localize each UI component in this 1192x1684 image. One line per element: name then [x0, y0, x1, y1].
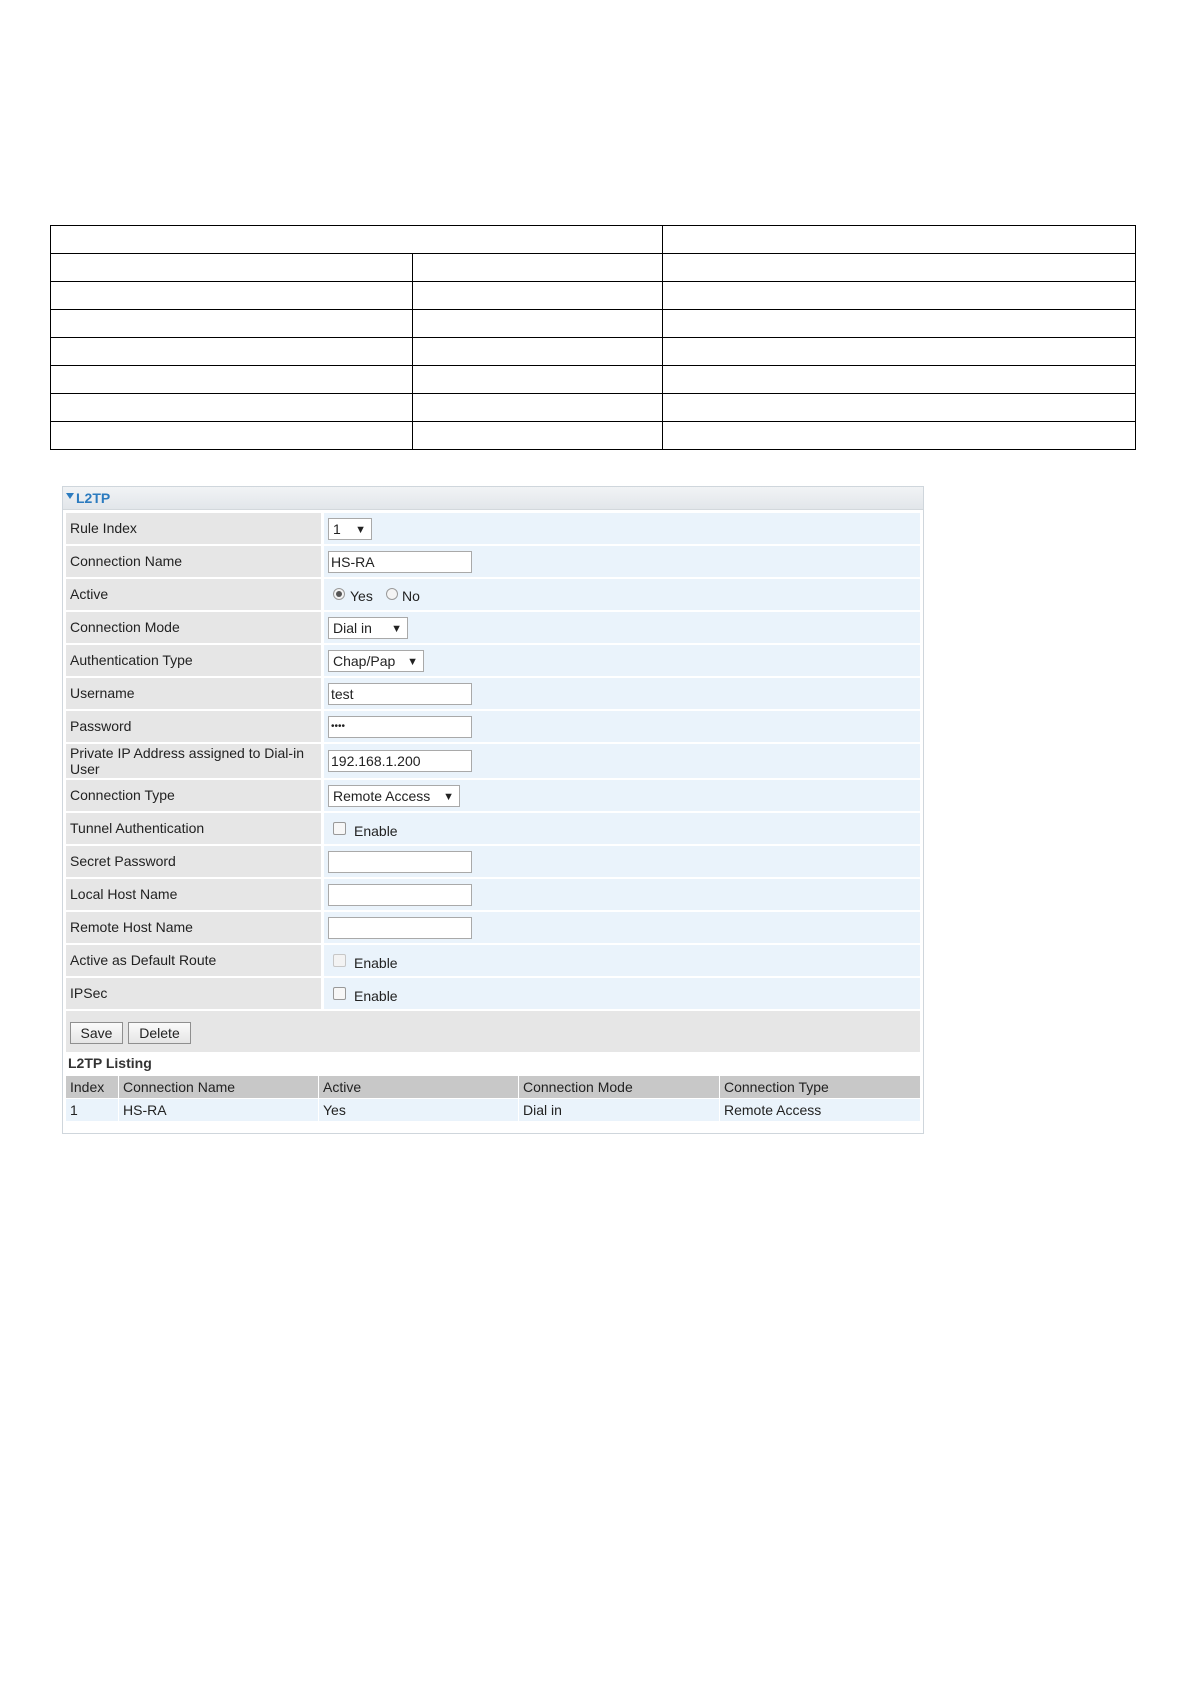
active-yes-label: Yes [350, 588, 373, 604]
delete-button[interactable]: Delete [128, 1022, 191, 1044]
row-local-host [66, 879, 920, 910]
connection-type-select[interactable]: Remote Access ▼ [328, 785, 460, 807]
table-row [51, 366, 1136, 394]
listing-cell-index: 1 [66, 1099, 118, 1121]
local-host-input[interactable] [328, 884, 472, 906]
table-row [51, 282, 1136, 310]
dropdown-arrow-icon: ▼ [443, 791, 454, 803]
table-row [51, 310, 1136, 338]
default-route-option: Enable [354, 955, 398, 971]
row-default-route [66, 945, 920, 976]
ipsec-label: IPSec [66, 978, 321, 1009]
private-ip-label: Private IP Address assigned to Dial-in User [66, 744, 321, 778]
table-row [51, 226, 1136, 254]
username-input[interactable]: test [328, 683, 472, 705]
password-label: Password [66, 711, 321, 742]
triangle-down-icon[interactable] [66, 493, 74, 499]
remote-host-input[interactable] [328, 917, 472, 939]
listing-header-connection-mode: Connection Mode [519, 1076, 719, 1098]
auth-type-select[interactable]: Chap/Pap ▼ [328, 650, 424, 672]
private-ip-input[interactable]: 192.168.1.200 [328, 750, 472, 772]
listing-title: L2TP Listing [68, 1055, 152, 1071]
auth-type-label: Authentication Type [66, 645, 321, 676]
row-password [66, 711, 920, 742]
active-no-radio[interactable] [386, 588, 398, 600]
table-row [51, 338, 1136, 366]
secret-password-label: Secret Password [66, 846, 321, 877]
connection-mode-select[interactable]: Dial in ▼ [328, 617, 408, 639]
row-ipsec [66, 978, 920, 1009]
active-label: Active [66, 579, 321, 610]
document-table [50, 225, 1136, 450]
listing-header-index: Index [66, 1076, 118, 1098]
row-tunnel-auth [66, 813, 920, 844]
listing-cell-connection-type: Remote Access [720, 1099, 920, 1121]
connection-name-input[interactable]: HS-RA [328, 551, 472, 573]
table-row [51, 394, 1136, 422]
connection-name-label: Connection Name [66, 546, 321, 577]
listing-header-connection-name: Connection Name [119, 1076, 318, 1098]
local-host-label: Local Host Name [66, 879, 321, 910]
dropdown-arrow-icon: ▼ [407, 656, 418, 668]
default-route-checkbox[interactable] [333, 954, 346, 967]
row-connection-mode [66, 612, 920, 643]
row-active [66, 579, 920, 610]
tunnel-auth-option: Enable [354, 823, 398, 839]
l2tp-panel [62, 486, 924, 1134]
rule-index-select[interactable]: 1 ▼ [328, 518, 372, 540]
default-route-label: Active as Default Route [66, 945, 321, 976]
listing-cell-active: Yes [319, 1099, 518, 1121]
tunnel-auth-checkbox[interactable] [333, 822, 346, 835]
table-row [51, 422, 1136, 450]
row-rule-index [66, 513, 920, 544]
tunnel-auth-label: Tunnel Authentication [66, 813, 321, 844]
listing-header-connection-type: Connection Type [720, 1076, 920, 1098]
panel-title: L2TP [76, 490, 111, 506]
connection-mode-label: Connection Mode [66, 612, 321, 643]
dropdown-arrow-icon: ▼ [391, 623, 402, 635]
listing-cell-connection-mode: Dial in [519, 1099, 719, 1121]
button-bar [66, 1011, 920, 1052]
rule-index-label: Rule Index [66, 513, 321, 544]
ipsec-checkbox[interactable] [333, 987, 346, 1000]
listing-header-active: Active [319, 1076, 518, 1098]
row-private-ip [66, 744, 920, 778]
ipsec-option: Enable [354, 988, 398, 1004]
row-auth-type [66, 645, 920, 676]
active-no-label: No [402, 588, 420, 604]
password-input[interactable]: •••• [328, 716, 472, 738]
username-label: Username [66, 678, 321, 709]
dropdown-arrow-icon: ▼ [355, 524, 366, 536]
table-row [51, 254, 1136, 282]
connection-type-label: Connection Type [66, 780, 321, 811]
row-remote-host [66, 912, 920, 943]
active-yes-radio[interactable] [333, 588, 345, 600]
secret-password-input[interactable] [328, 851, 472, 873]
row-connection-name [66, 546, 920, 577]
listing-cell-connection-name: HS-RA [119, 1099, 318, 1121]
row-username [66, 678, 920, 709]
remote-host-label: Remote Host Name [66, 912, 321, 943]
row-connection-type [66, 780, 920, 811]
row-secret-password [66, 846, 920, 877]
save-button[interactable]: Save [70, 1022, 123, 1044]
panel-header[interactable] [63, 487, 923, 510]
